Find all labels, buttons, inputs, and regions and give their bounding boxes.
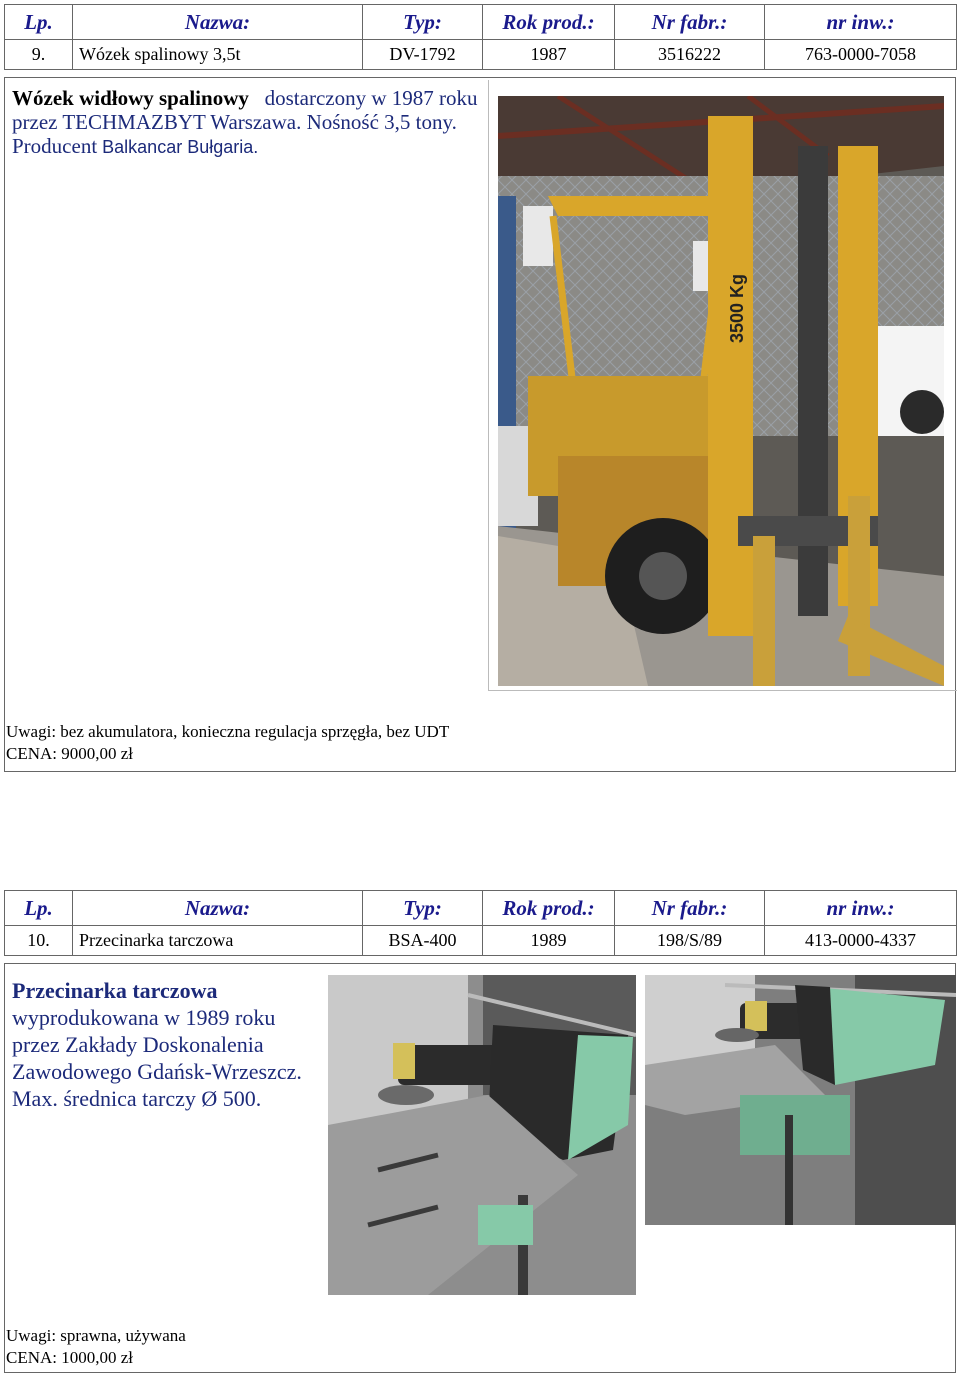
item-9-description	[12, 86, 482, 159]
col-nr-fabr: Nr fabr.:	[615, 891, 765, 926]
price: CENA: 9000,00 zł	[6, 744, 134, 763]
cell-nazwa: Wózek spalinowy 3,5t	[73, 40, 363, 70]
cell-rok: 1987	[483, 40, 615, 70]
item-9-notes	[6, 721, 449, 765]
item-10-notes	[6, 1325, 186, 1369]
cell-nr-inw: 763-0000-7058	[765, 40, 957, 70]
cell-lp: 9.	[5, 40, 73, 70]
col-nr-fabr: Nr fabr.:	[615, 5, 765, 40]
col-lp: Lp.	[5, 891, 73, 926]
description-title: Przecinarka tarczowa	[12, 978, 218, 1003]
cell-nazwa: Przecinarka tarczowa	[73, 926, 363, 956]
saw-image-1	[328, 975, 636, 1295]
item-10-description	[12, 977, 324, 1112]
cell-typ: BSA-400	[363, 926, 483, 956]
header-row	[5, 5, 957, 40]
col-lp: Lp.	[5, 5, 73, 40]
cell-nr-fabr: 198/S/89	[615, 926, 765, 956]
saw-photo-1	[328, 975, 636, 1295]
cell-lp: 10.	[5, 926, 73, 956]
description-text: dostarczony w 1987 roku przez TECHMAZBYT Warszawa. Nośność 3,5 tony. Producent	[12, 86, 483, 158]
col-typ: Typ:	[363, 891, 483, 926]
header-row	[5, 891, 957, 926]
col-nr-inw: nr inw.:	[765, 5, 957, 40]
col-rok: Rok prod.:	[483, 891, 615, 926]
price: CENA: 1000,00 zł	[6, 1348, 134, 1367]
col-typ: Typ:	[363, 5, 483, 40]
col-nr-inw: nr inw.:	[765, 891, 957, 926]
item-9-header-table	[4, 4, 957, 70]
table-row	[5, 926, 957, 956]
forklift-capacity-label: 3500 Kg	[727, 273, 747, 343]
description-title: Wózek widłowy spalinowy	[12, 86, 249, 110]
saw-image-2	[645, 975, 956, 1225]
cell-nr-fabr: 3516222	[615, 40, 765, 70]
item-10-header-table	[4, 890, 957, 956]
forklift-photo	[498, 96, 944, 686]
col-rok: Rok prod.:	[483, 5, 615, 40]
description-producer: Balkancar Bułgaria.	[97, 137, 259, 157]
saw-photo-2	[645, 975, 956, 1225]
col-nazwa: Nazwa:	[73, 891, 363, 926]
description-text: wyprodukowana w 1989 roku przez Zakłady Doskonalenia Zawodowego Gdańsk-Wrzeszcz. Max. średnica tarczy Ø 500.	[12, 1005, 302, 1111]
cell-typ: DV-1792	[363, 40, 483, 70]
table-row	[5, 40, 957, 70]
col-nazwa: Nazwa:	[73, 5, 363, 40]
cell-rok: 1989	[483, 926, 615, 956]
remarks: Uwagi: bez akumulatora, konieczna regulacja sprzęgła, bez UDT	[6, 722, 450, 741]
remarks: Uwagi: sprawna, używana	[6, 1326, 186, 1345]
cell-nr-inw: 413-0000-4337	[765, 926, 957, 956]
forklift-image	[498, 96, 944, 686]
